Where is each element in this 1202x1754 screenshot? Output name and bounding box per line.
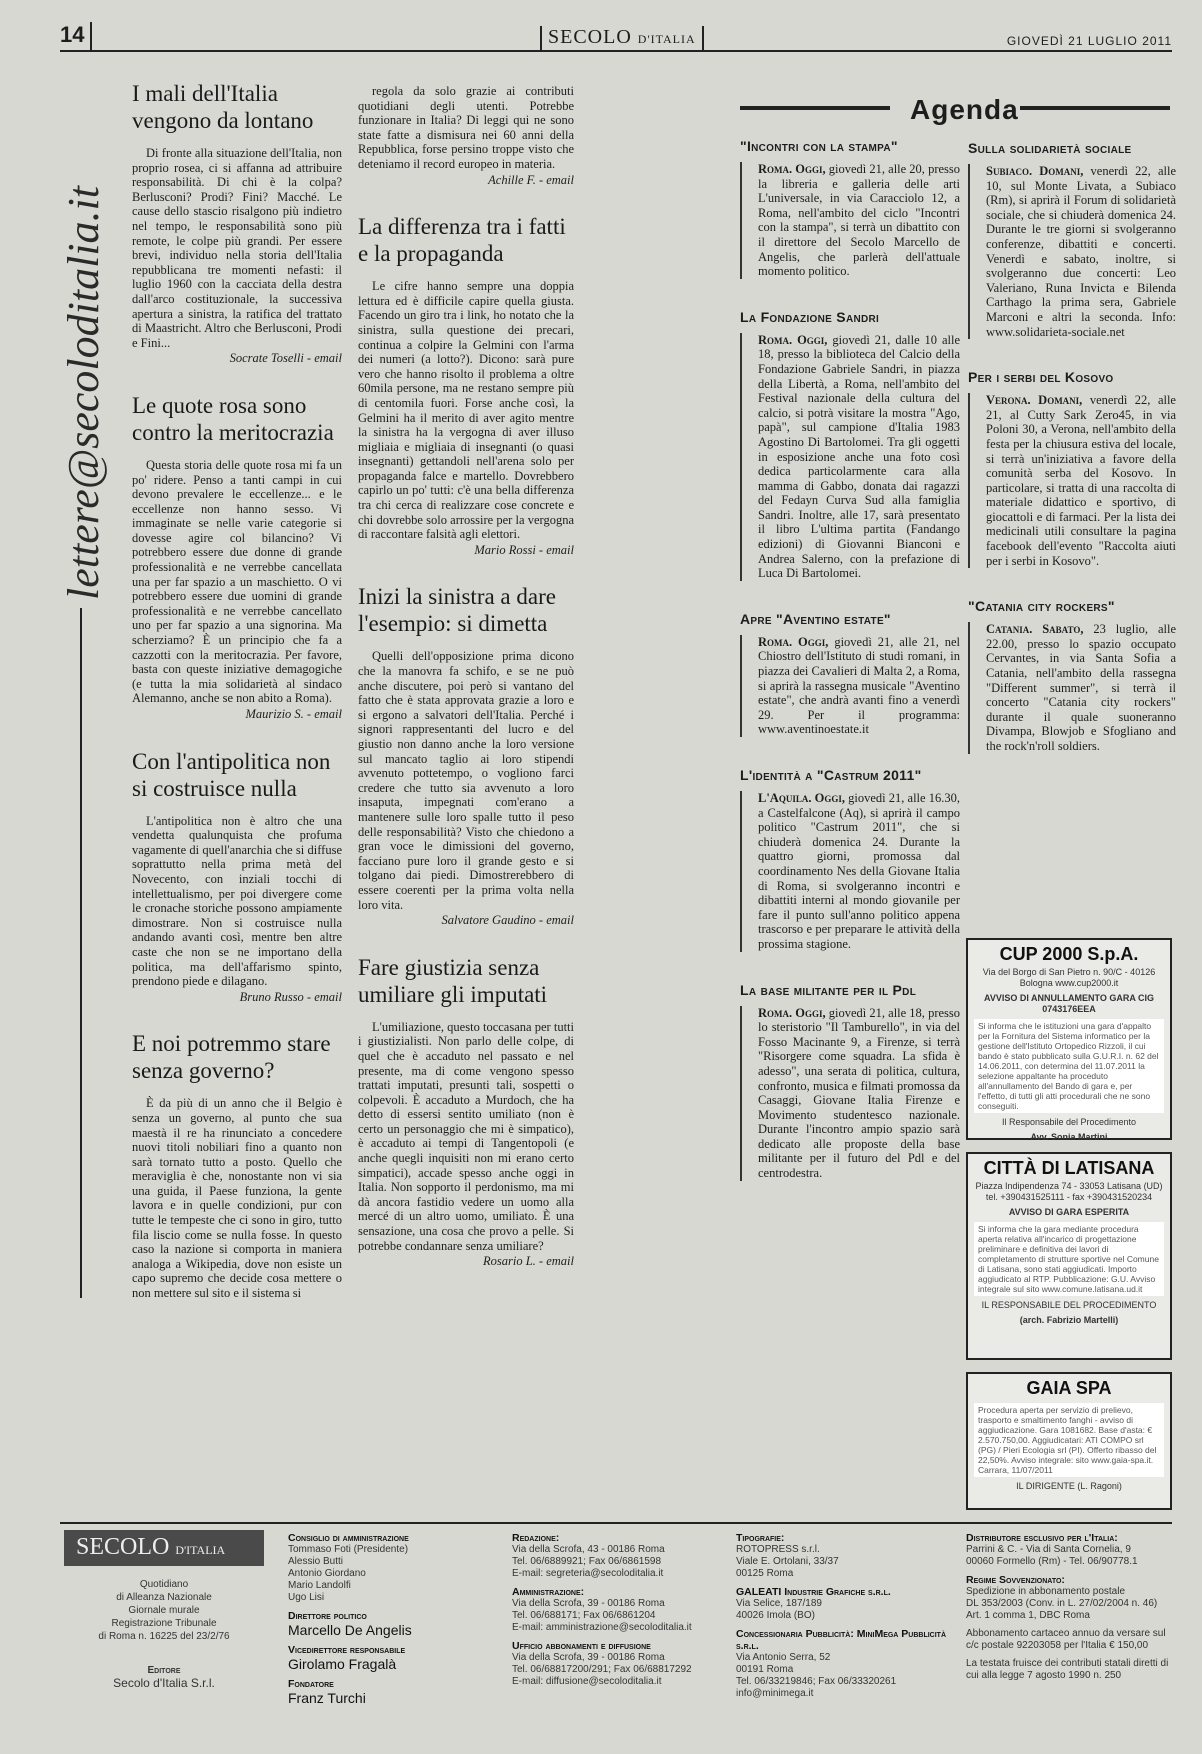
footer-line: info@minimega.it [736,1688,814,1699]
letter-signature: Mario Rossi - email [474,542,574,557]
footer-line: Ugo Lisi [288,1592,325,1603]
letter-body: L'antipolitica non è altro che una vendetta qualunquista che profuma vagamente di quell'anarchia che si diffuse soprattutto nella prima metà del Novecento, con inziali tocchi di intellettualismo, per poi divergere come le cronache storiche possono ampiamente dimostrare. Non si costruisce nulla andando avanti così, mentre ben altre caste che non se ne importano della politica, ma dell'affarismo spinto, prendono piede e dilagano. [132,813,342,989]
letter [358,84,574,187]
footer-line: 00191 Roma [736,1664,794,1675]
consiglio-list [288,1544,488,1604]
agenda-event-title: La base militante per il Pdl [740,981,917,998]
footer-line: Alessio Butti [288,1556,344,1567]
letter-body: È da più di un anno che il Belgio è senza un governo, al punto che sua maestà il re ha rinunciato a concedere nuovi titoli nobiliari fino a quanto non sarà tornato tutto a posto. Quello che meraviglia è che, nonostante non vi sia una guida, il Paese funziona, la gente lavora e in quelle condizioni, pur con tutte le tempeste che ci sono in giro, tutto fila liscio come se nulla fosse. In questo caso la nazione si comporta in maniera analoga a Wikipedia, dove non esiste un capo supremo che decide cosa mettere o non mettere sul sito e il sistema si [132,1096,342,1301]
consiglio-heading: Consiglio di amministrazione [288,1532,409,1544]
letter-signature: Achille F. - email [488,172,574,187]
letter-signature: Rosario L. - email [483,1254,574,1269]
agenda-event-body [968,622,1176,753]
footer-line: Giornale murale [128,1605,200,1616]
galeati-heading: GALEATI Industrie Grafiche s.r.l. [736,1586,891,1598]
footer-line: Art. 1 comma 1, DBC Roma [966,1610,1090,1621]
agenda-event-body [740,333,960,581]
agenda-event-lead: Roma. Oggi, [758,332,828,347]
agenda-event-lead: Catania. Sabato, [986,622,1084,637]
direttore-heading: Direttore politico [288,1610,367,1622]
agenda-event [968,369,1176,568]
ad-signatory-name: Avv. Sonia Martini [1030,1132,1108,1142]
footer-offices [512,1532,722,1694]
agenda-rule-left [740,106,890,110]
concessionaria-lines [736,1652,946,1700]
footer-editore [64,1664,264,1690]
letter-title: Le quote rosa sono contro la meritocrazia [132,392,334,445]
masthead-small: D'ITALIA [637,32,696,46]
letter-signature: Maurizio S. - email [245,707,342,721]
footer-line: Via Antonio Serra, 52 [736,1652,831,1663]
agenda-event-text: giovedì 21, dalle 10 alle 18, presso la biblioteca del Calcio della Fondazione Gabriele Sandri, in piazza della Libertà, a Roma, nell'ambito del Festival nazionale della cultura del calcio, si potrà visitare la mostra "Ago, papà", sul campione d'Italia 1983 Agostino Di Bartolomei. Tra gli oggetti in esposizione anche una foto così dedica particolarmente cara alla mamma di Gabbo, donata dai ragazzi del Fedayn Curva Sud alla famiglia Sandri. Inoltre, alle 17, sarà presentato il libro L'ultima partita (Fandango edizioni) di Giovanni Bianconi e Andrea Salerno, con la prefazione di Luca Di Bartolomei. [758,332,961,581]
agenda-event-title: Apre "Aventino estate" [740,610,891,627]
agenda-rule-right [1020,106,1170,110]
agenda-event-lead: Roma. Oggi, [758,634,829,649]
letters-column-1 [132,80,342,1327]
letter [358,213,574,557]
agenda-event [740,309,960,581]
tipografie-heading: Tipografie: [736,1532,785,1544]
footer-printers [736,1532,946,1706]
ad-address: Via del Borgo di San Pietro n. 90/C - 40126 Bologna www.cup2000.it [982,967,1156,988]
footer-line: E-mail: diffusione@secoloditalia.it [512,1676,662,1687]
ad-name: CUP 2000 S.p.A. [999,944,1139,964]
footer-line: Antonio Giordano [288,1568,366,1579]
direttore-value: Marcello De Angelis [288,1622,412,1638]
footer-line: Tel. 06/68817200/291; Fax 06/68817292 [512,1664,692,1675]
letter-body: L'umiliazione, questo toccasana per tutti i giustizialisti. Non parlo delle colpe, di quel che è accaduto nel passato e nel presente, ma di come vengono spesso trattati imputati, presunti tali, sospetti o colpevoli. È accaduto a Murdoch, che ha detto di essersi sentito umiliato (non è certo un personaggio che mi è simpatico), è accaduto ai tempi di Tangentopoli (e anche quegli inquisiti non mi erano certo simpatici), accade spesso anche oggi in Italia. Non sopporto il perdonismo, ma mi dà ancora fastidio vedere un uomo alla mercé di un altro uomo, umiliato. È una sensazione, una cosa che provo a pelle. Si potrebbe condannare senza umiliare? [358,1019,574,1253]
footer-line: Tel. 06/6889921; Fax 06/6861598 [512,1556,662,1567]
agenda-event-body [968,393,1176,568]
agenda-event-title: Sulla solidarietà sociale [968,140,1132,156]
footer-line: Parrini & C. - Via di Santa Cornelia, 9 [966,1544,1131,1555]
letter [132,1030,342,1300]
fondatore-value: Franz Turchi [288,1690,366,1706]
footer-line: ROTOPRESS s.r.l. [736,1544,820,1555]
footer-line: Tel. 06/688171; Fax 06/6861204 [512,1610,656,1621]
concessionaria-heading: Concessionaria Pubblicità: MiniMega Pubblicità s.r.l. [736,1628,946,1652]
agenda-event [968,598,1176,753]
footer-registration [64,1578,264,1643]
ad-heading: AVVISO DI GARA ESPERITA [1008,1207,1130,1217]
agenda-event-body [968,164,1176,339]
masthead [540,26,704,52]
footer-line: Via della Scrofa, 43 - 00186 Roma [512,1544,665,1555]
distributore-lines [966,1544,1170,1568]
footer-line: 00060 Formello (Rm) - Tel. 06/90778.1 [966,1556,1138,1567]
footer-line: di Roma n. 16225 del 23/2/76 [98,1631,230,1642]
agenda-event-title: Per i serbi del Kosovo [968,369,1114,386]
letter-signature: Bruno Russo - email [239,989,342,1004]
agenda-event [740,982,960,1181]
amministrazione-heading: Amministrazione: [512,1586,585,1598]
agenda-event-title: "Catania city rockers" [968,598,1115,615]
regime-heading: Regime Sovvenzionato: [966,1574,1065,1586]
agenda-title: Agenda [910,94,1019,125]
agenda-event-lead: Roma. Oggi, [758,1005,826,1020]
agenda-event [968,140,1176,339]
tipografie-lines [736,1544,946,1580]
ad-text: Procedura aperta per servizio di prelievo, trasporto e smaltimento fanghi - avviso di aggiudicazione. Gara 1081682. Base d'asta: € 2.570.750,00. Aggiudicatari: ATI COMPO srl (PG) / Pieri Ecologia srl (PI). Offerto ribasso del 22,50%. Avviso integrale: sito www.gaia-spa.it. Carrara, 11/07/2011 [974,1403,1164,1477]
page-header [60,18,1172,52]
letter-title: E noi potremmo stare senza governo? [132,1031,331,1084]
ufficio-heading: Ufficio abbonamenti e diffusione [512,1640,651,1652]
editore-value: Secolo d'Italia S.r.l. [113,1676,215,1690]
agenda-event-title: L'identità a "Castrum 2011" [740,767,922,783]
agenda-event [740,138,960,279]
footer-line: Via della Scrofa, 39 - 00186 Roma [512,1652,665,1663]
ad-citta-latisana [966,1152,1172,1360]
ad-heading: AVVISO DI ANNULLAMENTO GARA CIG 0743176EEA [983,993,1154,1014]
ad-gaia-spa [966,1372,1172,1510]
footer-line: Tel. 06/33219846; Fax 06/33320261 [736,1676,897,1687]
agenda-event-body [740,162,960,279]
letter-body: regola da solo grazie ai contributi quotidiani degli utenti. Potrebbe funzionare in Italia? Di leggi qui ne sono state fatte a dismisura nei 60 anni della Repubblica, forse persino troppe visto che deteniamo il record europeo in materia. [358,84,574,171]
footer-line: Quotidiano [139,1579,189,1590]
letter-title: Fare giustizia senza umiliare gli imputati [358,954,548,1007]
letter-title: Inizi la sinistra a dare l'esempio: si dimetta [358,584,556,637]
footer-logo [64,1530,264,1566]
letter-body: Di fronte alla situazione dell'Italia, non proprio rosea, ci si affanna ad attribuire responsabilità. Di chi è la colpa? Berlusconi? Prodi? Fini? Macché. Le cause dello stascio risalgono più indietro nel tempo, le responsabilità sono più remote, le colpe più grandi. Per essere brevi, individuo nella storia dell'Italia repubblicana tre momenti nefasti: il luglio 1960 con la cacciata della destra dall'arco costituzionale, la successiva apertura a sinistra, la ratifica del trattato di Maastricht. Altro che Berlusconi, Prodi e Fini... [132,146,342,350]
agenda-event [740,767,960,952]
agenda-event-lead: Subiaco. Domani, [986,164,1084,178]
colophon [60,1522,1172,1706]
amministrazione-lines [512,1598,722,1634]
agenda-event-title: "Incontri con la stampa" [740,138,898,154]
vicedirettore-value: Girolamo Fragalà [288,1656,397,1672]
letter-body: Quelli dell'opposizione prima dicono che la manovra fa schifo, e se ne può anche discutere, poi però si vantano del fatto che è stata approvata grazie a loro e si ergono a salvatori dell'Italia. Perché i signori rappresentanti del lucro e del giustio non danno anche la loro versione sul mancato taglio ai loro stipendi avvenuto pottetempo, o vogliono farci credere che tutto sia avvenuto a loro insaputa, impegnati com'erano a mantenere sulle loro spalle tutto il peso delle responsabilità? Visto che chiedono a gran voce le dimissioni del governo, facciano pure loro il grande gesto e si tolgano dai piedi. Dimostrerebbero di essere coerenti per la prima volta nella loro vita. [358,649,574,912]
galeati-lines [736,1598,946,1622]
ad-text: Si informa che la gara mediante procedura aperta relativa all'incarico di progettazione preliminare e definitiva dei lavori di completamento di strutture sportive nel Comune di Latisana, sono stati aggiudicati. Importo aggiudicato al RTP. Pubblicazione: G.U. Avviso integrale sul sito www.comune.latisana.ud.it [974,1222,1164,1296]
letter [132,80,342,366]
agenda-event-body [740,791,960,952]
agenda-event-body [740,1006,960,1181]
agenda-header [740,94,1170,124]
ad-address: Piazza Indipendenza 74 - 33053 Latisana (UD) tel. +390431525111 - fax +390431520234 [975,1181,1163,1202]
ad-signatory-name: (arch. Fabrizio Martelli) [1019,1315,1119,1325]
letter-signature: Salvatore Gaudino - email [441,913,574,928]
agenda-event [740,611,960,737]
footer-line: di Alleanza Nazionale [116,1592,212,1603]
agenda-event-lead: Verona. Domani, [986,393,1083,408]
footer-line: Via della Scrofa, 39 - 00186 Roma [512,1598,665,1609]
letter [132,748,342,1005]
agenda-event-text: giovedì 21, alle 16.30, a Castelfalcone (Aq), si aprirà il campo politico "Castrum 2011", che si chiuderà domenica 24. Durante la quattro giorni, promossa dal coordinamento Nes della Giovane Italia di Roma, si svolgeranno incontri e dibattiti interni al mondo giovanile per fare il punto sull'anno politico appena trascorso e per preparare le attività della prossima stagione. [758,791,960,951]
letter-title: La differenza tra i fatti e la propaganda [358,214,566,267]
agenda-column-2 [968,140,1176,784]
agenda-event-body [740,635,960,737]
agenda-event-text: 23 luglio, alle 22.00, presso lo spazio occupato Cervantes, in via Santa Sofia a Catania, nell'ambito della rassegna "Different summer", si terrà il concerto "Catania city rockers" durante il quale suoneranno Divampa, Blowjob e Sfogliano and the rock'n'roll soldiers. [986,622,1176,753]
issue-date: GIOVEDÌ 21 LUGLIO 2011 [1006,34,1172,48]
agenda-column-1 [740,138,960,1211]
section-vertical-title: lettere@secoloditalia.it [59,186,108,600]
footer-line: Mario Landolfi [288,1580,351,1591]
footer-logo-small: D'ITALIA [175,1543,226,1557]
footer-distribution [966,1532,1170,1688]
footer-board [288,1532,488,1712]
agenda-event-text: giovedì 21, alle 18, presso lo steristorio "Il Tamburello", in via del Fosso Macinante 9, a Firenze, si terrà "Risorgere come squadra. La sfida è adesso", una serata di politica, cultura, confronto, musica e filmati promossa da Casaggi, Giovane Italia Firenze e Movimento studentesco nazionale. Durante l'incontro ampio spazio sarà dedicato alle proposte della base militante per il futuro del Pdl e del centrodestra. [758,1005,961,1181]
letter-title: Con l'antipolitica non si costruisce nulla [132,748,331,801]
vicedirettore-heading: Vicedirettore responsabile [288,1644,406,1656]
footer-line: 40026 Imola (BO) [736,1610,815,1621]
agenda-event-lead: Roma. Oggi, [758,162,826,176]
ad-signatory-role: Il Responsabile del Procedimento [1001,1117,1137,1127]
letter [358,583,574,927]
ad-name: CITTÀ DI LATISANA [983,1158,1155,1178]
letter-body: Questa storia delle quote rosa mi fa un po' ridere. Penso a tanti campi in cui devono prevalere le eccellenze... e le eccellenze non hanno sesso. Vi immaginate se nelle varie categorie si dovesse agire col bilancino? Vi potrebbero essere due donne di grande professionalità e ne verrebbe cancellata una per far spazio a un maschietto. O vi potrebbero essere due uomini di grande professionalità e ne verrebbe cancellato uno per far spazio a una signorina. Ma scherziamo? È un principio che fa a cazzotti con la meritocrazia. Per favore, basta con queste iniziative demagogiche (e tutta la mia solidarietà al sindaco Alemanno, anche se non abito a Roma). [132,457,342,706]
ufficio-lines [512,1652,722,1688]
testata-text: La testata fruisce dei contributi statali diretti di cui alla legge 7 agosto 1990 n. 250 [966,1658,1169,1681]
footer-line: Registrazione Tribunale [111,1618,217,1629]
letters-column-2 [358,84,574,1295]
masthead-name: SECOLO [548,26,632,48]
regime-lines [966,1586,1170,1622]
footer-line: Tommaso Foti (Presidente) [288,1544,409,1555]
redazione-lines [512,1544,722,1580]
distributore-heading: Distributore esclusivo per l'Italia: [966,1532,1118,1544]
agenda-event-lead: L'Aquila. Oggi, [758,791,845,805]
agenda-event-text: giovedì 21, alle 20, presso la libreria e galleria delle arti L'universale, in via Caracciolo 12, a Roma, nell'ambito del ciclo "Incontri con la stampa", si terrà un dibattito con il direttore del Secolo Marcello de Angelis, che parlerà dell'attuale momento politico. [758,162,961,279]
footer-line: Via Selice, 187/189 [736,1598,822,1609]
fondatore-heading: Fondatore [288,1678,334,1690]
ad-text: Si informa che le istituzioni una gara d'appalto per la Fornitura del Sistema informatico per la gestione dell'Istituto Ortopedico Rizzoli, il cui bando è stato pubblicato sulla G.U.R.I. n. 62 del 14.06.2011, con determina del 11.07.2011 la selezione appaltante ha proceduto all'annullamento del Bando di gara e, per l'effetto, di tutti gli atti procedurali che ne sono conseguiti. [974,1019,1164,1113]
letter-body: Le cifre hanno sempre una doppia lettura ed è difficile capire quella giusta. Facendo un giro tra i link, ho notato che la sinistra, sulla questione dei precari, continua a colpire la Gelmini con l'arma dei numeri (a lotto?). Dicono: sarà pure vero che hanno risolto il problema a oltre 60mila persone, ma ne restano sempre più di centomila fuori. Forse anche così, la Gelmini ha il merito di aver agito mentre la sinistra ha la vergogna di aver illuso migliaia e migliaia di insegnanti (o quasi insegnanti) gettandoli nell'arena solo per propaganda falce e martello. Dovrebbero capirlo un po' tutti: c'è una bella differenza tra chi cerca di realizzare cose concrete e chi dovrebbe solo arrossire per la vergogna di raccontare falsità agli elettori. [358,279,574,542]
footer-line: Viale E. Ortolani, 33/37 [736,1556,839,1567]
ad-name: GAIA SPA [1026,1378,1112,1398]
agenda-event-text: venerdì 22, alle 21, al Cutty Sark Zero45, in via Poloni 30, a Verona, nell'ambito della festa per la chiusura estiva del locale, si terrà un'iniziativa a favore della comunità serba del Kosovo. In particolare, si tratta di una raccolta di materiale didattico e sportivo, di giocattoli e di farmaci. Per la lista dei medicinali utili consultare la pagina facebook dell'evento "Raccolta aiuti per i serbi in Kosovo". [986,393,1176,568]
footer-line: E-mail: amministrazione@secoloditalia.it [512,1622,692,1633]
letter [132,392,342,722]
ad-signatory-role: IL DIRIGENTE (L. Ragoni) [1016,1481,1122,1491]
footer-line: DL 353/2003 (Conv. in L. 27/02/2004 n. 46) [966,1598,1158,1609]
footer-line: E-mail: segreteria@secoloditalia.it [512,1568,664,1579]
page-number: 14 [60,22,92,52]
ad-signatory-role: IL RESPONSABILE DEL PROCEDIMENTO [981,1300,1157,1310]
letter-signature: Socrate Toselli - email [229,351,342,366]
ad-cup2000 [966,938,1172,1140]
letter [358,954,574,1269]
vertical-rule [80,608,82,1298]
agenda-event-text: giovedì 21, alle 21, nel Chiostro dell'Istituto di studi romani, in piazza dei Cavalieri di Malta 2, a Roma, si aprirà la rassegna musicale "Aventino estate", che andrà avanti fino a venerdì 29. Per il programma: www.aventinoestate.it [758,634,960,737]
footer-line: Spedizione in abbonamento postale [966,1586,1126,1597]
editore-heading: Editore [147,1665,181,1676]
letter-title: I mali dell'Italia vengono da lontano [132,81,314,133]
agenda-event-text: venerdì 22, alle 10, sul Monte Livata, a Subiaco (Rm), si aprirà il Forum di solidarietà sociale, che si chiuderà domenica 24. Durante le tre giorni si svolgeranno conferenze, dibattiti e concerti. Venerdì e sabato, inoltre, si svolgeranno due concerti: Leo Valeriano, Runa Invicta e Bilenda Carthago la prima sera, Gabriele Marconi e altri la seconda. Info: www.solidarieta-sociale.net [986,164,1176,339]
footer-logo-name: SECOLO [76,1534,170,1560]
footer-line: 00125 Roma [736,1568,794,1579]
abbonamento-text: Abbonamento cartaceo annuo da versare sul c/c postale 92203058 per l'Italia € 150,00 [966,1628,1166,1651]
agenda-event-title: La Fondazione Sandri [740,308,880,325]
redazione-heading: Redazione: [512,1532,560,1544]
